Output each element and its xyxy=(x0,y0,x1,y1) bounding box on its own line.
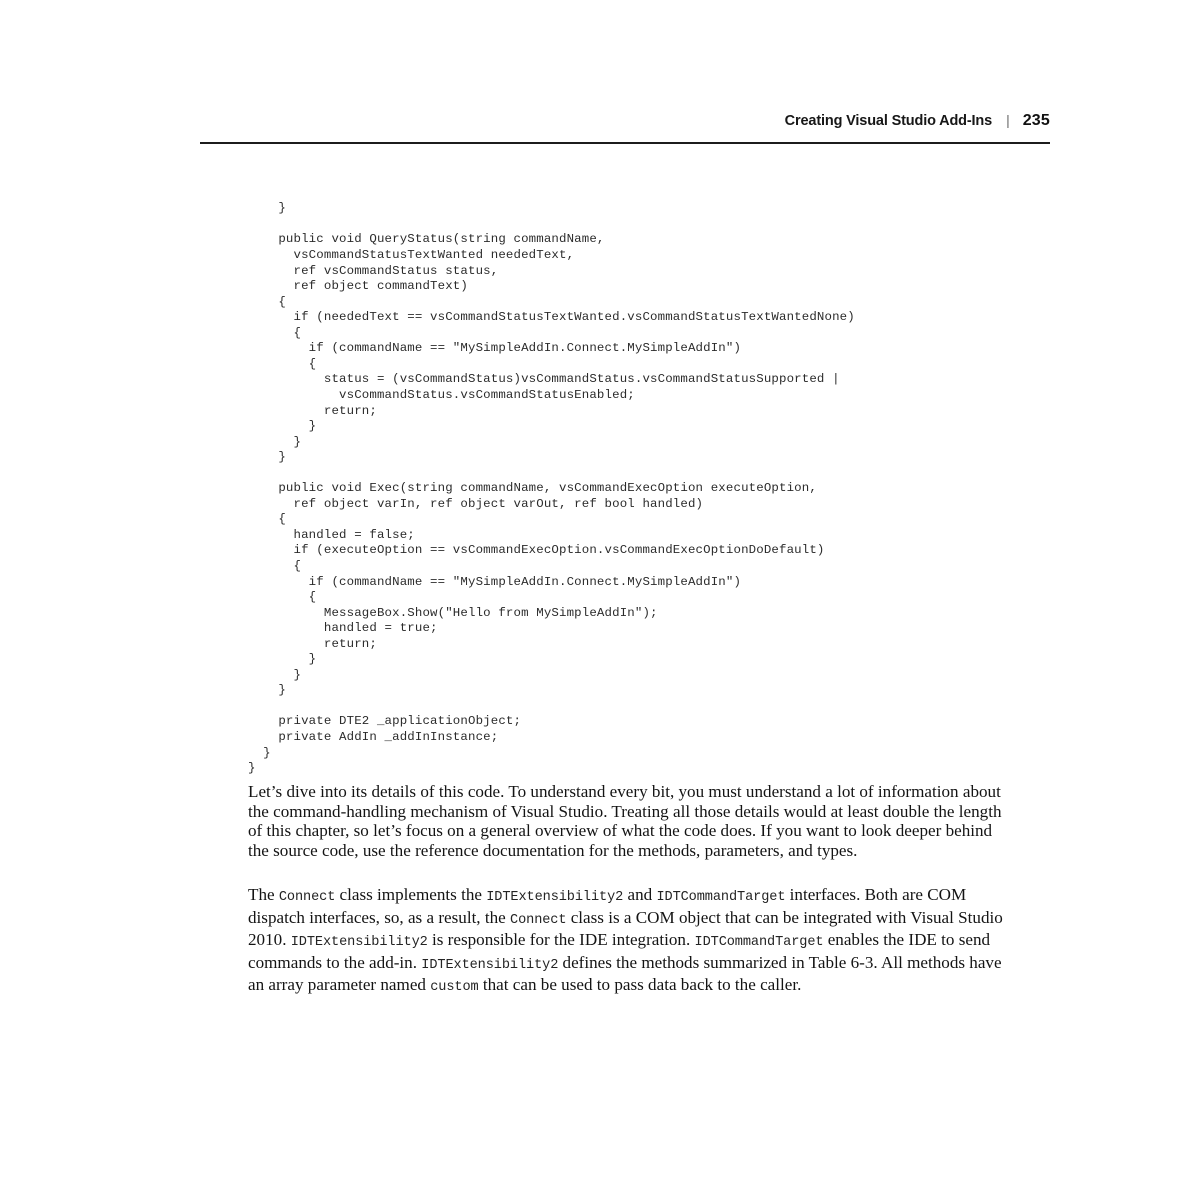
code-line: handled = false; xyxy=(248,527,415,542)
code-line: private AddIn _addInInstance; xyxy=(248,729,499,744)
code-line: } xyxy=(248,419,317,434)
code-listing xyxy=(248,201,1008,776)
code-line: public void Exec(string commandName, vsCommandExecOption executeOption, xyxy=(248,481,817,496)
code-line: return; xyxy=(248,636,377,651)
code-line: if (neededText == vsCommandStatusTextWanted.vsCommandStatusTextWantedNone) xyxy=(248,310,855,325)
code-line: { xyxy=(248,294,286,309)
code-line: return; xyxy=(248,403,377,418)
inline-code-term: custom xyxy=(430,980,479,996)
code-line xyxy=(248,466,1008,482)
inline-code-term: IDTExtensibility2 xyxy=(486,890,624,905)
code-line: } xyxy=(248,683,286,698)
code-line: } xyxy=(248,652,317,667)
header-divider xyxy=(200,142,1050,144)
code-line: private DTE2 _applicationObject; xyxy=(248,714,522,729)
code-line: vsCommandStatusTextWanted neededText, xyxy=(248,248,575,263)
code-line: { xyxy=(248,325,302,340)
inline-code-term: IDTCommandTarget xyxy=(694,935,824,951)
code-line xyxy=(248,217,1008,233)
paragraph-code-explanation xyxy=(248,782,1010,860)
code-line: if (executeOption == vsCommandExecOption.vsCommandExecOptionDoDefault) xyxy=(248,543,825,558)
code-line: } xyxy=(248,667,302,682)
code-line: } xyxy=(248,745,271,760)
code-line: } xyxy=(248,434,302,449)
code-line: } xyxy=(248,761,256,776)
inline-code-term: IDTExtensibility2 xyxy=(421,957,559,973)
inline-code-term: IDTExtensibility2 xyxy=(290,935,428,951)
code-line: ref vsCommandStatus status, xyxy=(248,263,499,278)
code-line: vsCommandStatus.vsCommandStatusEnabled; xyxy=(248,387,635,402)
code-line: handled = true; xyxy=(248,621,438,636)
code-line: } xyxy=(248,201,286,216)
paragraph-connect-class xyxy=(248,885,1010,998)
code-line: status = (vsCommandStatus)vsCommandStatus.vsCommandStatusSupported | xyxy=(248,372,840,387)
running-head-title: Creating Visual Studio Add-Ins xyxy=(784,113,993,129)
code-line: { xyxy=(248,590,317,605)
code-line: public void QueryStatus(string commandName, xyxy=(248,232,605,247)
code-line xyxy=(248,699,1008,715)
paragraph-text: Let’s dive into its details of this code. To understand every bit, you must understand a lot of information about the command-handling mechanism of Visual Studio. Treating all those details would at least double the length of this chapter, so let’s focus on a general overview of what the code does. If you want to look deeper behind the source code, use the reference documentation for the methods, parameters, and types. xyxy=(248,782,1002,860)
code-line: { xyxy=(248,558,302,573)
inline-code-term: IDTCommandTarget xyxy=(656,890,786,905)
paragraph-text: The Connect class implements the IDTExtensibility2 and IDTCommandTarget interfaces. Both are COM dispatch interfaces, so, as a result, the Connect class is a COM object that can be integrated with Visual Studio 2010. IDTExtensibility2 is responsible for the IDE integration. IDTCommandTarget enables the IDE to send commands to the add-in. IDTExtensibility2 defines the methods summarized in Table 6-3. All methods have an array parameter named custom that can be used to pass data back to the caller. xyxy=(248,885,1003,996)
code-line: } xyxy=(248,450,286,465)
code-line: { xyxy=(248,356,317,371)
code-line: if (commandName == "MySimpleAddIn.Connect.MySimpleAddIn") xyxy=(248,574,742,589)
code-line: ref object varIn, ref object varOut, ref bool handled) xyxy=(248,496,704,511)
running-head xyxy=(200,112,1050,130)
inline-code-term: Connect xyxy=(278,890,336,905)
code-line: MessageBox.Show("Hello from MySimpleAddIn"); xyxy=(248,605,658,620)
running-head-separator: | xyxy=(1006,112,1010,128)
inline-code-term: Connect xyxy=(510,912,567,928)
code-line: { xyxy=(248,512,286,527)
code-line: if (commandName == "MySimpleAddIn.Connect.MySimpleAddIn") xyxy=(248,341,742,356)
page-number: 235 xyxy=(1022,112,1050,129)
code-line: ref object commandText) xyxy=(248,279,468,294)
